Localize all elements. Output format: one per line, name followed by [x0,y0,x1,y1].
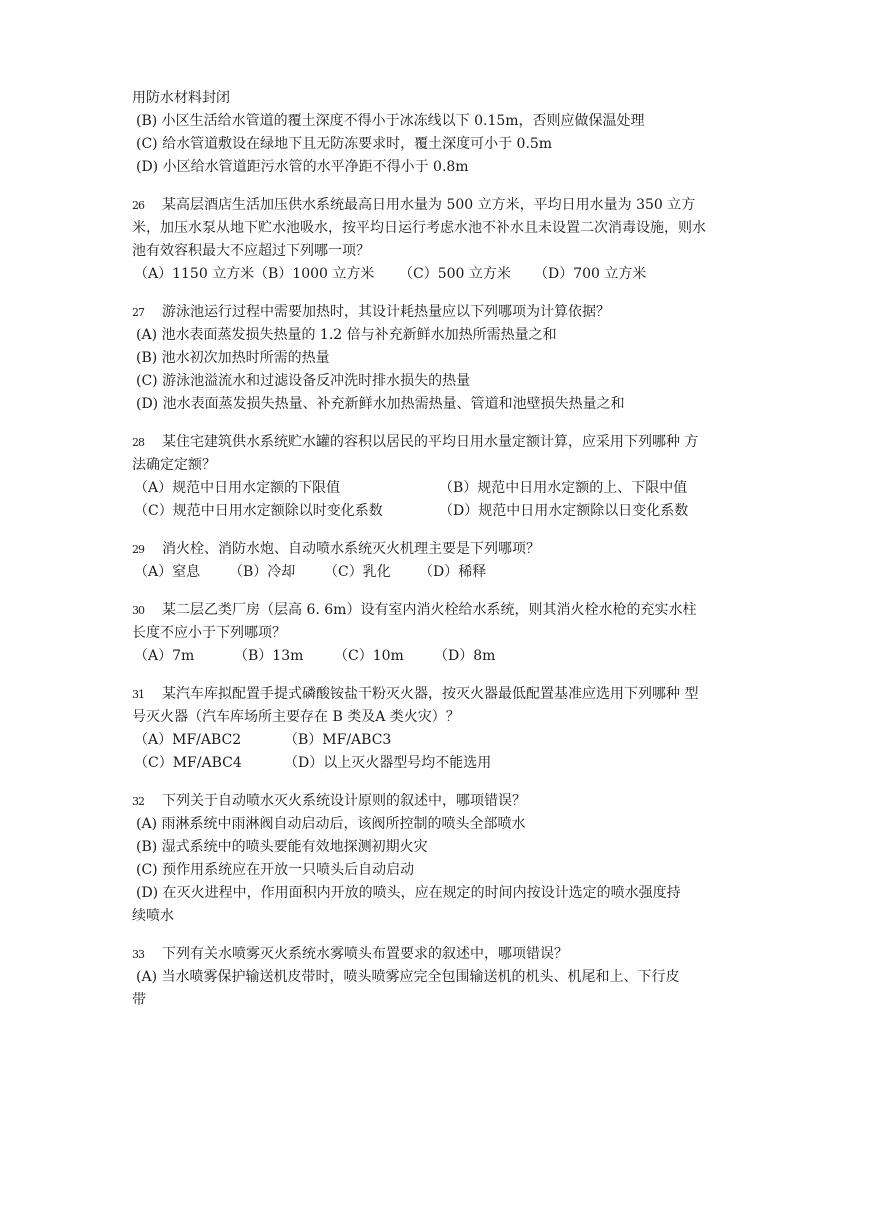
question-stem [132,790,742,813]
previous-question-tail [132,87,742,179]
options-row [132,561,742,584]
stem-line: 某汽车库拟配置手提式磷酸铵盐干粉灭火器，按灭火器最低配置基准应选用下列哪种 型 [162,686,699,702]
option-d-continuation: 续喷水 [132,908,174,924]
option-a: （A）1150 立方米 [134,266,255,282]
question-stem [132,538,742,561]
stem-line: 某二层乙类厂房（层高 6. 6m）设有室内消火栓给水系统，则其消火栓水枪的充实水柱 [162,602,697,618]
options-row [132,752,742,775]
question-29 [132,538,742,584]
option-c: （C）规范中日用水定额除以时变化系数 [134,503,383,519]
option-d: (D) 小区给水管道距污水管的水平净距不得小于 0.8m [136,159,469,175]
option-a: （A）MF/ABC2 [134,732,242,748]
question-stem [132,194,742,217]
question-27 [132,301,742,416]
option-a: （A）规范中日用水定额的下限值 [134,480,341,496]
stem-line: 长度不应小于下列哪项？ [132,625,286,641]
stem-line: 消火栓、消防水炮、自动喷水系统灭火机理主要是下列哪项？ [162,541,540,557]
question-28 [132,431,742,523]
stem-line: 池有效容积最大不应超过下列哪一项？ [132,243,370,259]
question-32 [132,790,742,928]
question-number: 30 [132,604,144,617]
option-c: （C）500 立方米 [399,266,511,282]
option-b: （B）冷却 [229,564,296,580]
option-c: （C）乳化 [324,564,391,580]
options-row [132,645,742,668]
question-stem [132,683,742,706]
question-number: 26 [132,199,144,212]
options-row [132,500,742,523]
question-stem [132,599,742,622]
question-number: 31 [132,688,144,701]
question-31 [132,683,742,775]
option-d: （D）规范中日用水定额除以日变化系数 [439,503,689,519]
question-number: 33 [132,948,144,961]
option-a: (A) 池水表面蒸发损失热量的 1.2 倍与补充新鲜水加热所需热量之和 [136,327,557,343]
stem-line: 下列关于自动喷水灭火系统设计原则的叙述中，哪项错误？ [162,793,526,809]
question-30 [132,599,742,668]
stem-line: 某高层酒店生活加压供水系统最高日用水量为 500 立方米，平均日用水量为 350 立方 [162,197,696,213]
question-number: 27 [132,306,144,319]
stem-line: 下列有关水喷雾灭火系统水雾喷头布置要求的叙述中，哪项错误？ [162,946,568,962]
option-c: (C) 给水管道敷设在绿地下且无防冻要求时，覆土深度可小于 0.5m [136,136,553,152]
option-b: (B) 小区生活给水管道的覆土深度不得小于冰冻线以下 0.15m，否则应做保温处理 [136,113,645,129]
document-body [132,87,742,1012]
stem-line: 游泳池运行过程中需要加热时，其设计耗热量应以下列哪项为计算依据？ [162,304,610,320]
stem-line: 某住宅建筑供水系统贮水罐的容积以居民的平均日用水量定额计算，应采用下列哪种 方 [162,434,699,450]
stem-line: 号灭火器（汽车库场所主要存在 B 类及A 类火灾）？ [132,709,460,725]
stem-line: 米，加压水泵从地下贮水池吸水，按平均日运行考虑水池不补水且未设置二次消毒设施，则水 [132,220,706,236]
options-row [132,263,742,286]
option-a: （A）7m [134,648,195,664]
option-d: （D）以上灭火器型号均不能选用 [284,755,492,771]
option-d: (D) 池水表面蒸发损失热量、补充新鲜水加热需热量、管道和池壁损失热量之和 [136,396,625,412]
option-c: (C) 游泳池溢流水和过滤设备反冲洗时排水损失的热量 [136,373,471,389]
question-stem [132,431,742,454]
option-a-continuation: 带 [132,992,146,1008]
option-b: （B）规范中日用水定额的上、下限中值 [439,480,688,496]
question-number: 29 [132,543,144,556]
question-26 [132,194,742,286]
stem-line: 法确定定额？ [132,457,216,473]
option-b: （B）13m [234,648,304,664]
option-b: (B) 池水初次加热时所需的热量 [136,350,330,366]
option-c: (C) 预作用系统应在开放一只喷头后自动启动 [136,862,415,878]
option-d: (D) 在灭火进程中，作用面积内开放的喷头，应在规定的时间内按设计选定的喷水强度持 [136,885,681,901]
question-number: 32 [132,795,144,808]
option-a: (A) 雨淋系统中雨淋阀自动启动后，该阀所控制的喷头全部喷水 [136,816,526,832]
question-stem [132,943,742,966]
option-a: （A）窒息 [134,564,201,580]
option-d: （D）700 立方米 [534,266,647,282]
question-number: 28 [132,436,144,449]
options-row [132,729,742,752]
question-stem [132,301,742,324]
option-b: （B）1000 立方米 [254,266,375,282]
question-33 [132,943,742,1012]
option-c: （C）MF/ABC4 [134,755,242,771]
option-d: （D）稀释 [419,564,487,580]
option-b: (B) 湿式系统中的喷头要能有效地探测初期火灾 [136,839,428,855]
option-d: （D）8m [434,648,496,664]
continuation-line: 用防水材料封闭 [132,90,230,106]
option-b: （B）MF/ABC3 [284,732,392,748]
option-a: (A) 当水喷雾保护输送机皮带时，喷头喷雾应完全包围输送机的机头、机尾和上、下行皮 [136,969,680,985]
options-row [132,477,742,500]
option-c: （C）10m [334,648,404,664]
